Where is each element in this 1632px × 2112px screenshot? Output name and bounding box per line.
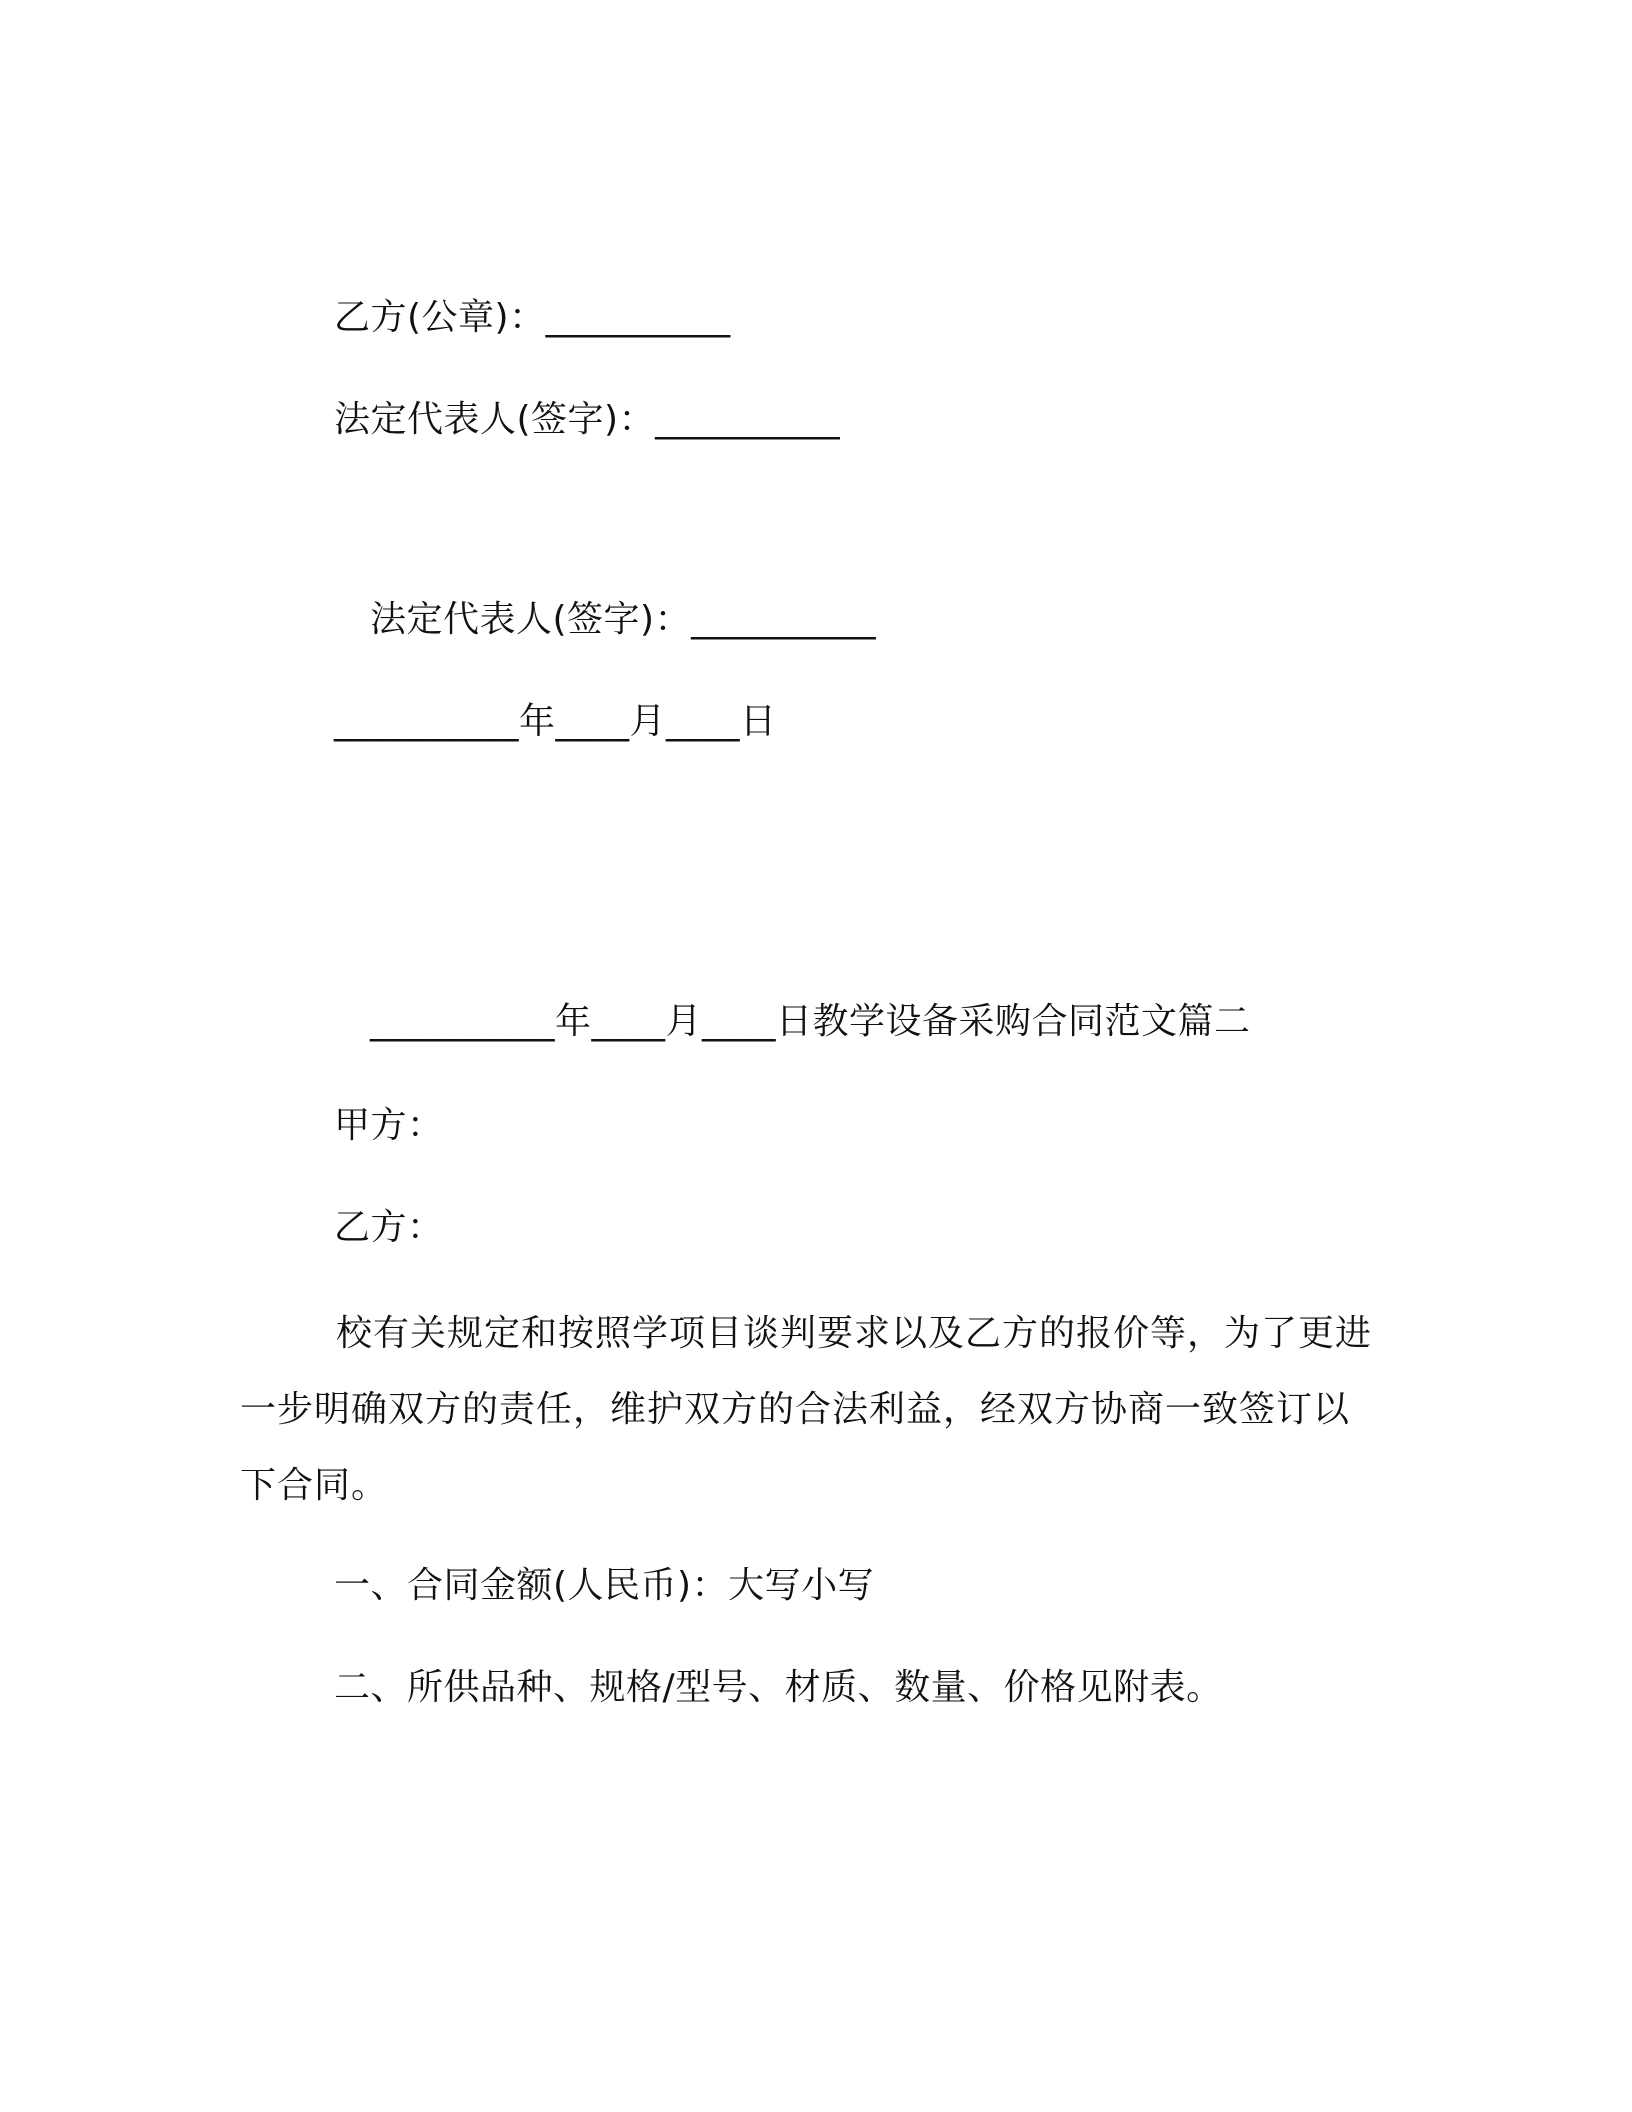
- intro-paragraph: 校有关规定和按照学项目谈判要求以及乙方的报价等，为了更进一步明确双方的责任，维护双方的合法利益，经双方协商一致签订以下合同。: [240, 1313, 1373, 1506]
- clause-contract-amount: 一、合同金额(人民币)：大写小写: [334, 1565, 875, 1606]
- contract-title-heading: __________年____月____日教学设备采购合同范文篇二: [370, 1001, 1251, 1042]
- legal-representative-signature-line-2: 法定代表人(签字)：__________: [370, 599, 877, 640]
- party-b-line: 乙方：: [334, 1207, 444, 1248]
- legal-representative-signature-line: 法定代表人(签字)：__________: [334, 399, 841, 440]
- clause-product-specs: 二、所供品种、规格/型号、材质、数量、价格见附表。: [334, 1667, 1223, 1708]
- party-b-seal-line: 乙方(公章)：__________: [334, 297, 731, 338]
- party-a-line: 甲方：: [334, 1105, 444, 1146]
- date-line: __________年____月____日: [334, 701, 777, 742]
